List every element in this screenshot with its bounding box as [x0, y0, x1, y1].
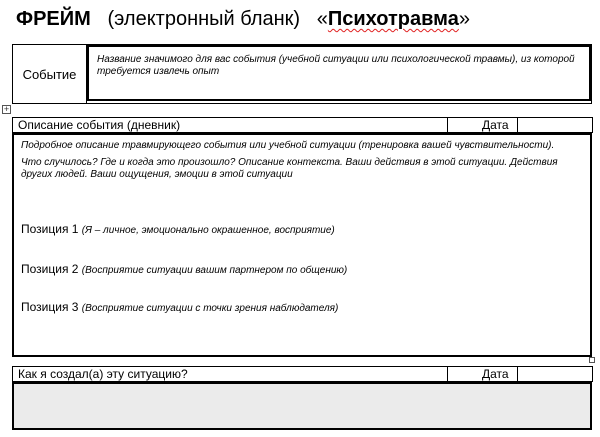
event-label: Событие: [13, 45, 87, 103]
description-header-row: [12, 117, 592, 133]
table-resize-handle-icon[interactable]: [589, 357, 595, 363]
event-hint: Название значимого для вас события (учебной ситуации или психологической травмы), из которой требуется извлечь опыт: [97, 54, 575, 77]
created-date-field[interactable]: [517, 366, 593, 382]
event-field[interactable]: [87, 45, 591, 101]
title-quote-close: »: [458, 8, 470, 30]
description-date-field[interactable]: [517, 117, 593, 133]
position-2: [21, 263, 347, 277]
position-1-label: Позиция 1: [21, 222, 79, 236]
position-3-label: Позиция 3: [21, 300, 79, 314]
position-2-hint: (Восприятие ситуации вашим партнером по общению): [81, 265, 348, 276]
event-table: [12, 44, 592, 104]
position-3: [21, 301, 338, 315]
title-subtitle: (электронный бланк): [107, 8, 301, 30]
position-3-hint: (Восприятие ситуации с точки зрения наблюдателя): [81, 303, 339, 314]
created-header: Как я создал(а) эту ситуацию?: [18, 367, 188, 381]
position-2-label: Позиция 2: [21, 262, 79, 276]
position-1-hint: (Я – личное, эмоционально окрашенное, восприятие): [81, 225, 335, 236]
title-name: Психотравма: [327, 8, 459, 30]
description-header: Описание события (дневник): [18, 118, 181, 132]
title-frame: ФРЕЙМ: [16, 8, 91, 30]
diary-hint-2: Что случилось? Где и когда это произошло? Описание контекста. Ваши действия в этой ситуации. Действия других людей. Ваши ощущения, эмоции в этой ситуации: [21, 157, 558, 180]
created-date-label: Дата: [447, 367, 517, 381]
diary-hint-1: Подробное описание травмирующего события или учебной ситуации (тренировка вашей чувствительности).: [21, 140, 555, 151]
page-title: [16, 8, 470, 31]
diary-field[interactable]: [12, 133, 592, 357]
table-move-handle-icon[interactable]: +: [3, 104, 10, 114]
created-answer-field[interactable]: [12, 382, 592, 430]
position-1: [21, 223, 335, 237]
title-quote-open: «: [316, 8, 328, 30]
description-date-label: Дата: [447, 118, 517, 132]
created-header-row: [12, 366, 592, 382]
